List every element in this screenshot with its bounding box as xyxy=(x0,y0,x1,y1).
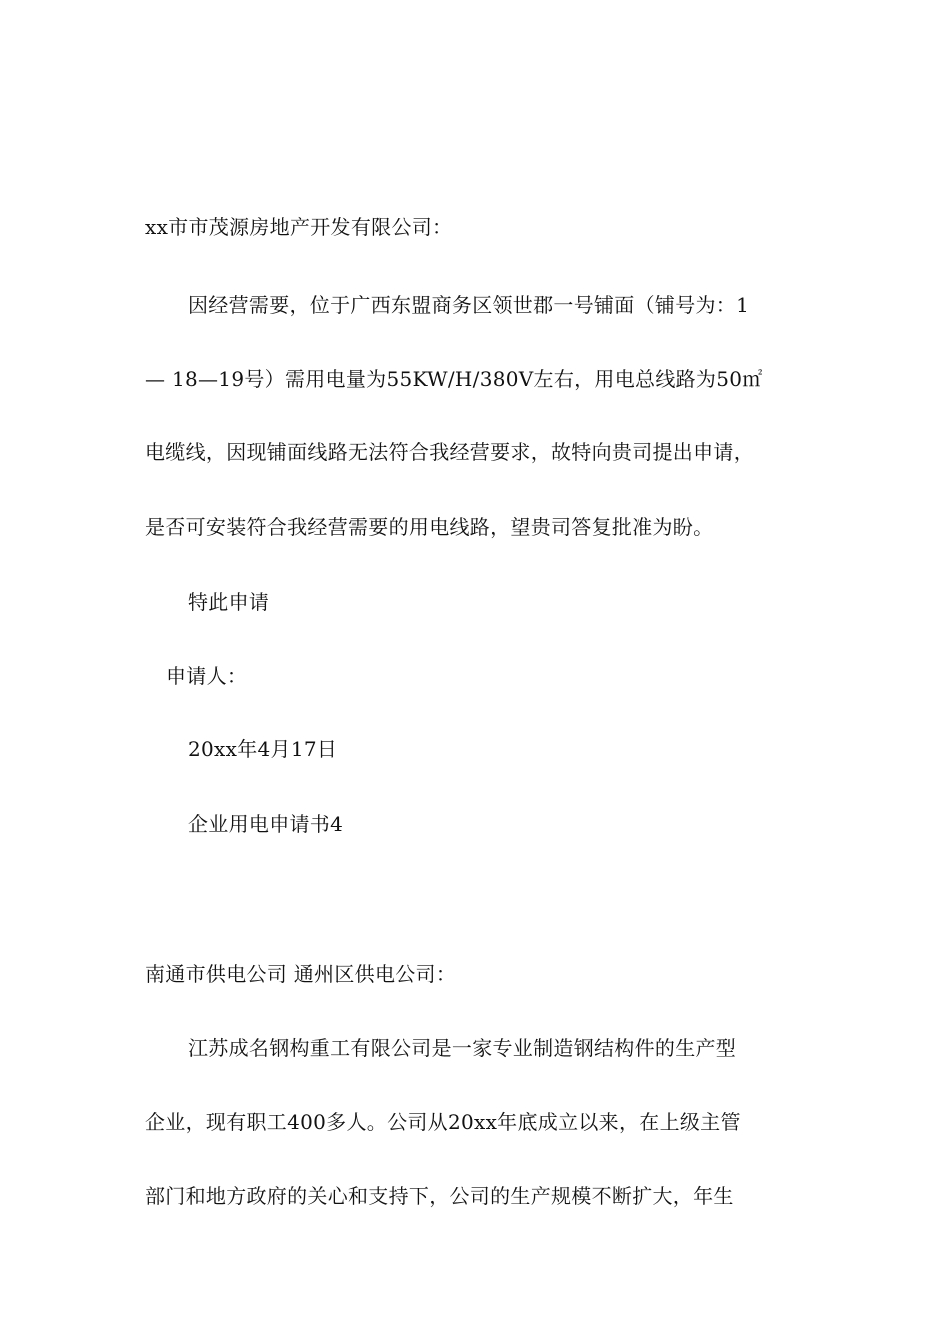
letter1-closing: 特此申请 xyxy=(188,590,270,614)
letter2-body-line-1: 江苏成名钢构重工有限公司是一家专业制造钢结构件的生产型 xyxy=(188,1036,737,1060)
letter1-body-line-4: 是否可安装符合我经营需要的用电线路，望贵司答复批准为盼。 xyxy=(145,515,714,539)
letter1-applicant-label: 申请人： xyxy=(166,664,248,688)
section-title: 企业用电申请书4 xyxy=(188,812,344,836)
letter1-body-line-1: 因经营需要，位于广西东盟商务区领世郡一号铺面（铺号为：1 xyxy=(188,293,750,317)
letter2-salutation: 南通市供电公司 通州区供电公司： xyxy=(145,962,457,986)
letter1-date: 20xx年4月17日 xyxy=(188,737,338,761)
letter2-body-line-2: 企业，现有职工400多人。公司从20xx年底成立以来，在上级主管 xyxy=(145,1110,741,1134)
letter1-salutation: xx市市茂源房地产开发有限公司： xyxy=(145,215,453,239)
letter1-body-line-2: — 18—19号）需用电量为55KW/H/380V左右，用电总线路为50㎡ xyxy=(145,367,763,391)
letter1-body-line-3: 电缆线，因现铺面线路无法符合我经营要求，故特向贵司提出申请， xyxy=(145,440,754,464)
letter2-body-line-3: 部门和地方政府的关心和支持下，公司的生产规模不断扩大，年生 xyxy=(145,1184,734,1208)
